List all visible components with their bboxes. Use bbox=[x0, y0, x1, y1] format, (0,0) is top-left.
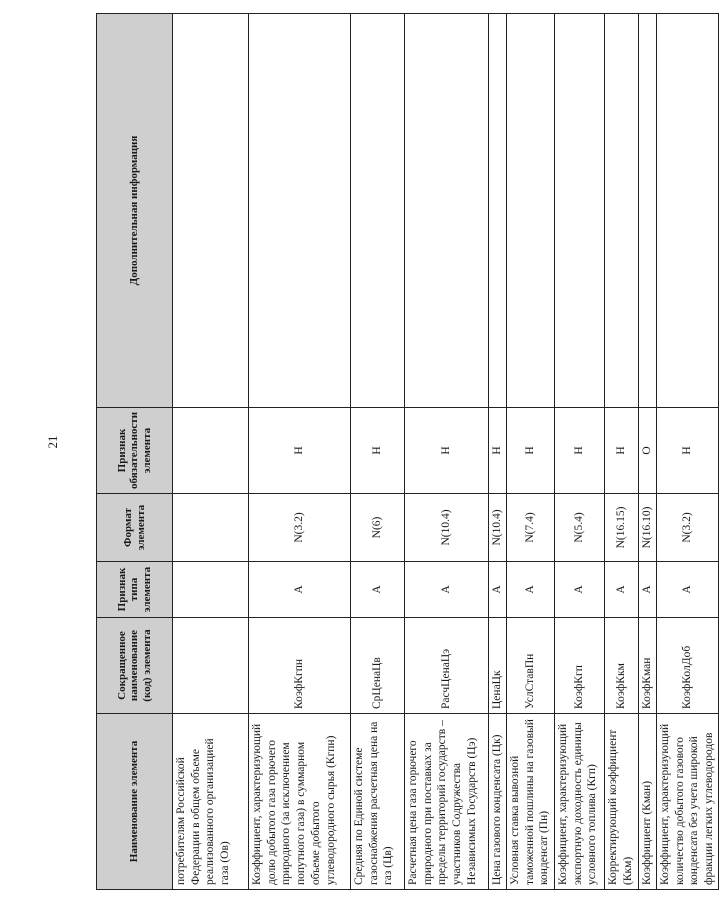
cell-format: N(10.4) bbox=[405, 494, 489, 562]
cell-name: Коэффициент, характеризующий количество добытого газового конденсата без учета широкой фракции легких углеводородов bbox=[657, 714, 719, 890]
cell-required: Н bbox=[507, 408, 555, 494]
cell-code bbox=[173, 618, 249, 714]
cell-code: УслСтавПн bbox=[507, 618, 555, 714]
cell-required: Н bbox=[555, 408, 605, 494]
cell-type: А bbox=[489, 562, 507, 618]
cell-info bbox=[405, 14, 489, 408]
header-element-code: Сокращенное наименование (код) элемента bbox=[97, 618, 173, 714]
cell-code: ЦенаЦк bbox=[489, 618, 507, 714]
cell-required: Н bbox=[605, 408, 639, 494]
cell-name: Средняя по Единой системе газоснабжения расчетная цена на газ (Цв) bbox=[351, 714, 405, 890]
cell-code: КоэфКкм bbox=[605, 618, 639, 714]
cell-code: КоэфКгп bbox=[555, 618, 605, 714]
cell-info bbox=[555, 14, 605, 408]
elements-table bbox=[96, 13, 719, 890]
cell-code: СрЦенаЦв bbox=[351, 618, 405, 714]
cell-format: N(6) bbox=[351, 494, 405, 562]
cell-type: А bbox=[657, 562, 719, 618]
cell-name: потребителям Российской Федерации в общем объеме реализованного организацией газа (Ов) bbox=[173, 714, 249, 890]
table-row bbox=[657, 14, 719, 890]
table-row bbox=[351, 14, 405, 890]
cell-format bbox=[173, 494, 249, 562]
cell-code: РасчЦенаЦэ bbox=[405, 618, 489, 714]
cell-info bbox=[489, 14, 507, 408]
cell-name: Коэффициент, характеризующий долю добытого газа горючего природного (за исключением попутного газа) в суммарном объеме добытого углеводородного сырья (Кгпн) bbox=[249, 714, 351, 890]
table-row bbox=[405, 14, 489, 890]
cell-format: N(16.10) bbox=[639, 494, 657, 562]
cell-name: Цена газового конденсата (Цк) bbox=[489, 714, 507, 890]
cell-info bbox=[657, 14, 719, 408]
cell-format: N(7.4) bbox=[507, 494, 555, 562]
cell-code: КоэфКман bbox=[639, 618, 657, 714]
cell-name: Коэффициент, характеризующий экспортную доходность единицы условного топлива (Кгп) bbox=[555, 714, 605, 890]
table-row bbox=[507, 14, 555, 890]
page-number: 21 bbox=[45, 435, 60, 449]
cell-format: N(3.2) bbox=[249, 494, 351, 562]
cell-type: А bbox=[249, 562, 351, 618]
cell-type: А bbox=[605, 562, 639, 618]
cell-name: Расчетная цена газа горючего природного при поставках за пределы территорий государств – участников Содружества Независимых Государств (Цэ) bbox=[405, 714, 489, 890]
cell-required: О bbox=[639, 408, 657, 494]
cell-required: Н bbox=[489, 408, 507, 494]
table-row bbox=[639, 14, 657, 890]
cell-type: А bbox=[405, 562, 489, 618]
cell-type: А bbox=[555, 562, 605, 618]
table-header-row bbox=[97, 14, 173, 890]
header-additional-info: Дополнительная информация bbox=[97, 14, 173, 408]
cell-type bbox=[173, 562, 249, 618]
cell-required: Н bbox=[249, 408, 351, 494]
header-element-name: Наименование элемента bbox=[97, 714, 173, 890]
cell-type: А bbox=[351, 562, 405, 618]
cell-type: А bbox=[639, 562, 657, 618]
table-row bbox=[605, 14, 639, 890]
cell-code: КоэфКолДоб bbox=[657, 618, 719, 714]
header-element-type: Признак типа элемента bbox=[97, 562, 173, 618]
header-element-format: Формат элемента bbox=[97, 494, 173, 562]
table-row bbox=[489, 14, 507, 890]
cell-format: N(10.4) bbox=[489, 494, 507, 562]
cell-required: Н bbox=[351, 408, 405, 494]
table-row bbox=[249, 14, 351, 890]
cell-code: КоэфКгпн bbox=[249, 618, 351, 714]
header-element-required: Признак обязательности элемента bbox=[97, 408, 173, 494]
cell-name: Корректирующий коэффициент (Ккм) bbox=[605, 714, 639, 890]
cell-type: А bbox=[507, 562, 555, 618]
table-row bbox=[173, 14, 249, 890]
cell-name: Условная ставка вывозной таможенной пошлины на газовый конденсат (Пн) bbox=[507, 714, 555, 890]
cell-info bbox=[639, 14, 657, 408]
cell-required bbox=[173, 408, 249, 494]
cell-format: N(3.2) bbox=[657, 494, 719, 562]
rotated-table-container bbox=[96, 14, 716, 890]
cell-info bbox=[173, 14, 249, 408]
cell-info bbox=[507, 14, 555, 408]
cell-info bbox=[605, 14, 639, 408]
cell-info bbox=[249, 14, 351, 408]
cell-required: Н bbox=[657, 408, 719, 494]
cell-required: Н bbox=[405, 408, 489, 494]
cell-info bbox=[351, 14, 405, 408]
cell-name: Коэффициент (Кман) bbox=[639, 714, 657, 890]
cell-format: N(16.15) bbox=[605, 494, 639, 562]
table-row bbox=[555, 14, 605, 890]
cell-format: N(5.4) bbox=[555, 494, 605, 562]
